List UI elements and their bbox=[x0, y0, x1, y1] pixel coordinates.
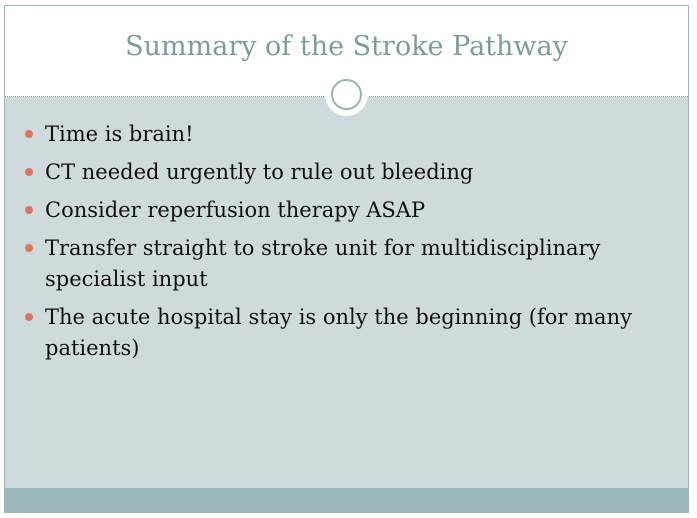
bullet-text: Consider reperfusion therapy ASAP bbox=[45, 198, 426, 222]
circle-ornament-icon bbox=[325, 73, 368, 116]
bullet-dot-icon bbox=[25, 313, 33, 321]
bullet-text: CT needed urgently to rule out bleeding bbox=[45, 160, 474, 184]
bullet-list bbox=[25, 119, 665, 371]
bullet-item bbox=[25, 195, 665, 226]
circle-ornament-ring bbox=[331, 79, 362, 110]
bullet-text: The acute hospital stay is only the beginning (for many patients) bbox=[45, 305, 632, 360]
bullet-dot-icon bbox=[25, 244, 33, 252]
slide-title: Summary of the Stroke Pathway bbox=[125, 31, 568, 62]
footer-band bbox=[5, 488, 688, 513]
bullet-item bbox=[25, 233, 665, 295]
slide bbox=[4, 5, 689, 513]
bullet-dot-icon bbox=[25, 168, 33, 176]
bullet-dot-icon bbox=[25, 206, 33, 214]
bullet-dot-icon bbox=[25, 130, 33, 138]
bullet-item bbox=[25, 302, 665, 364]
bullet-item bbox=[25, 157, 665, 188]
bullet-text: Time is brain! bbox=[45, 122, 194, 146]
bullet-item bbox=[25, 119, 665, 150]
bullet-text: Transfer straight to stroke unit for multidisciplinary specialist input bbox=[45, 236, 601, 291]
